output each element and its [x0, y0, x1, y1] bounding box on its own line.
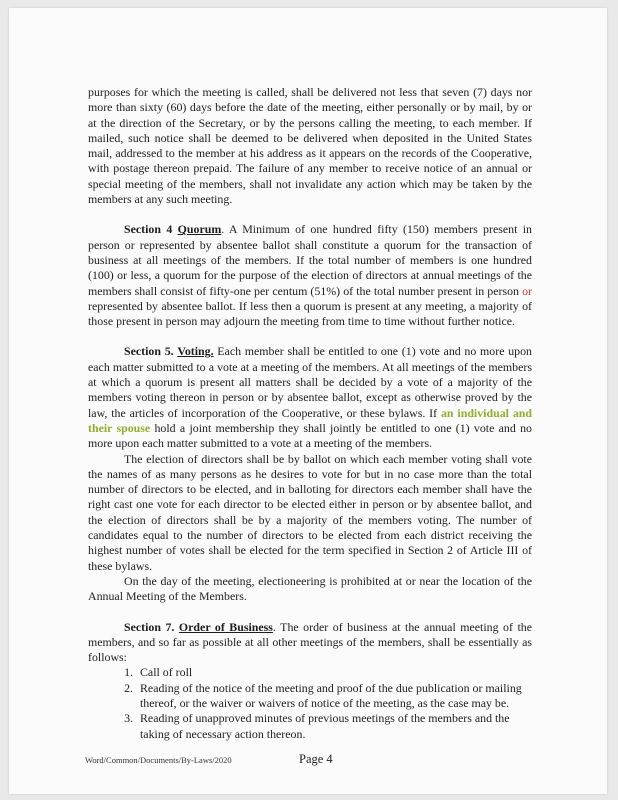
section-4-paragraph — [88, 222, 532, 329]
section-5-paragraph — [88, 344, 532, 451]
section-4-title: Quorum — [177, 222, 222, 237]
order-of-business-list — [88, 665, 532, 741]
paragraph-notice: purposes for which the meeting is called, shall be delivered not less that seven (7) days nor more than sixty (60) days before the date of the meeting, either personally or by mail, by or at the direction of the Secretary, or by the persons calling the meeting, to each member. If mailed, such notice shall be deemed to be delivered when deposited in the United States mail, addressed to the member at his address as it appears on the records of the Cooperative, with postage thereon prepaid. The failure of any member to receive notice of an annual or special meeting of the members, shall not invalidate any action which may be taken by the members at any such meeting. — [88, 85, 532, 207]
section-7-title: Order of Business — [178, 619, 273, 634]
section-5-title: Voting. — [177, 344, 214, 359]
footer-file-path: Word/Common/Documents/By-Laws/2020 — [85, 755, 232, 765]
section-4-text-b: represented by absentee ballot. If less then a quorum is present at any meeting, a majority of those present in person may adjourn the meeting from time to time without further notice. — [88, 298, 532, 329]
document-body — [88, 85, 532, 742]
list-item: 1. Call of roll — [136, 665, 532, 680]
section-5-text-b: hold a joint membership they shall jointly be entitled to one (1) vote and no more upon each matter submitted to a vote at a meeting of the members. — [88, 420, 532, 451]
section-5-heading: Section 5. — [124, 344, 174, 359]
section-4-text-a: . A Minimum of one hundred fifty (150) members present in person or represented by absentee ballot shall constitute a quorum for the transaction of business at all meetings of the members. If the total number of members is one hundred (100) or less, a quorum for the purpose of the election of directors at annual meetings of the members shall consist of fifty-one per centum (51%) of the total number present in person — [88, 222, 532, 298]
section-4-red-word: or — [522, 283, 533, 298]
section-5-election-paragraph: The election of directors shall be by ballot on which each member voting shall vote the names of as many persons as he desires to vote for but in no case more than the total number of directors to be elected, and in balloting for directors each member shall have the right cast one vote for each director to be elected either in person or by absentee ballot, and the election of directors shall be by a majority of the members voting. The number of candidates equal to the number of directors to be elected from each district receiving the highest number of votes shall be elected for the term specified in Section 2 of Article III of these bylaws. — [88, 451, 532, 573]
section-7-text: . The order of business at the annual meeting of the members, and so far as possible at all other meetings of the members, shall be essentially as follows: — [88, 619, 532, 665]
section-5-electioneering-paragraph: On the day of the meeting, electioneering is prohibited at or near the location of the Annual Meeting of the Members. — [88, 573, 532, 604]
footer-page-number: Page 4 — [299, 752, 333, 766]
section-4-heading: Section 4 — [124, 222, 173, 237]
section-5-text-a: Each member shall be entitled to one (1) vote and no more upon each matter submitted to a vote at a meeting of the members. At all meetings of the members at which a quorum is present all matters shall be decided by a vote of a majority of the members voting thereon in person or by absentee ballot, except as otherwise proved by the law, the articles of incorporation of the Cooperative, or these bylaws. If — [88, 344, 532, 420]
section-5-green-phrase: an individual and their spouse — [88, 405, 532, 435]
section-7-heading: Section 7. — [124, 619, 175, 634]
document-page — [9, 8, 607, 794]
section-7-paragraph — [88, 620, 532, 666]
list-item: 3. Reading of unapproved minutes of previous meetings of the members and the taking of necessary action thereon. — [136, 711, 532, 742]
list-item: 2. Reading of the notice of the meeting and proof of the due publication or mailing thereof, or the waiver or waivers of notice of the meeting, as the case may be. — [136, 681, 532, 712]
